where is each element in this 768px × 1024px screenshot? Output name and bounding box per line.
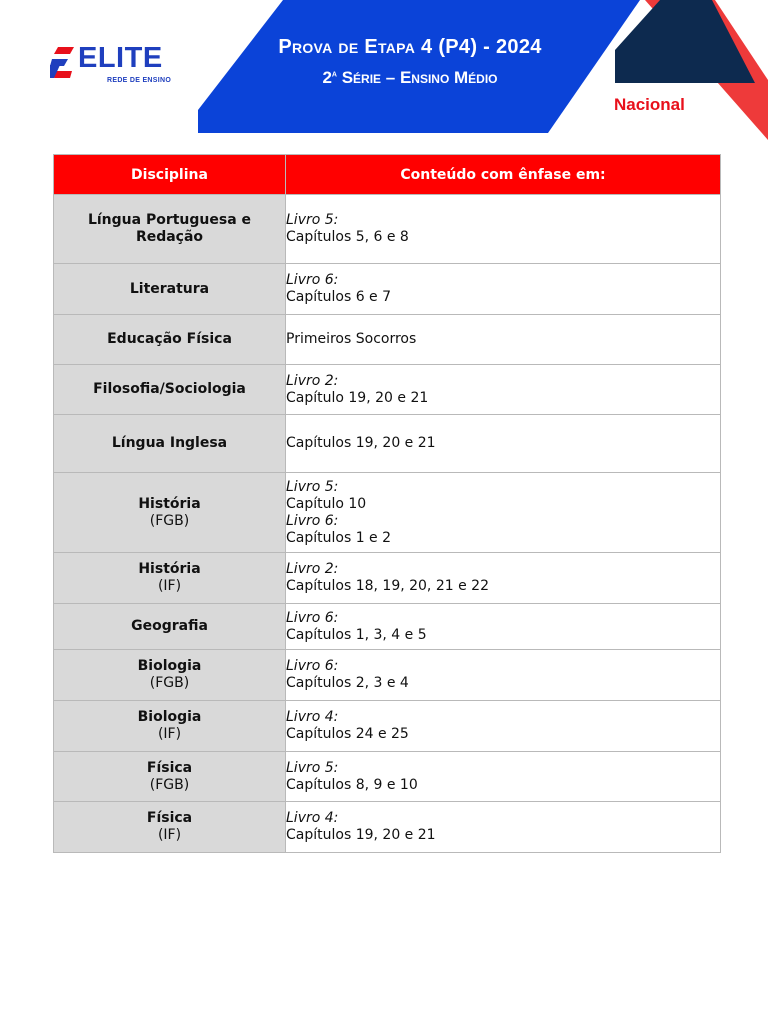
content-cell: [286, 650, 721, 701]
chapter-list: Capítulos 1, 3, 4 e 5: [286, 626, 427, 643]
content-cell: [286, 264, 721, 315]
discipline-track: (IF): [157, 578, 182, 594]
table-row: [54, 315, 721, 365]
discipline-name: Literatura: [129, 280, 210, 297]
table-row: [54, 802, 721, 853]
book-reference: Livro 6:: [286, 609, 339, 626]
discipline-name: Geografia: [131, 618, 208, 634]
book-reference: Livro 4:: [286, 810, 339, 826]
discipline-track: (IF): [157, 827, 182, 843]
discipline-cell: [54, 752, 286, 802]
chapter-list: Capítulos 8, 9 e 10: [286, 776, 418, 793]
chapter-list: Primeiros Socorros: [286, 331, 417, 347]
discipline-cell: [54, 802, 286, 853]
content-cell: [286, 195, 721, 264]
header-discipline: Disciplina: [54, 155, 286, 195]
book-reference: Livro 2:: [286, 561, 339, 577]
discipline-cell: [54, 553, 286, 604]
table-row: [54, 473, 721, 553]
book-reference: Livro 5:: [286, 212, 339, 228]
content-cell: [286, 701, 721, 752]
chapter-list: Capítulos 19, 20 e 21: [286, 435, 436, 451]
table-row: [54, 701, 721, 752]
discipline-track: (FGB): [149, 776, 190, 793]
content-cell: [286, 553, 721, 604]
content-cell: [286, 752, 721, 802]
discipline-cell: [54, 365, 286, 415]
content-cell: [286, 604, 721, 650]
chapter-list: Capítulos 1 e 2: [286, 529, 392, 546]
title-block: [240, 36, 580, 88]
chapter-list: Capítulos 2, 3 e 4: [286, 675, 409, 691]
chapter-list: Capítulos 5, 6 e 8: [286, 229, 409, 245]
logo-name: ELITE: [78, 42, 163, 74]
discipline-cell: [54, 315, 286, 365]
discipline-name: Educação Física: [107, 331, 232, 347]
elite-logo-mark: [50, 45, 78, 85]
book-reference: Livro 2:: [286, 372, 339, 389]
chapter-list: Capítulos 6 e 7: [286, 289, 392, 305]
subtitle-rest: Série – Ensino Médio: [336, 68, 498, 87]
discipline-name: Língua Portuguesa e Redação: [87, 212, 252, 245]
book-reference: Livro 4:: [286, 709, 339, 725]
discipline-name: Física: [146, 759, 193, 776]
region-label: Nacional: [614, 95, 685, 114]
table-row: [54, 365, 721, 415]
table-row: [54, 264, 721, 315]
book-reference: Livro 6:: [286, 272, 339, 288]
chapter-list: Capítulos 24 e 25: [286, 726, 409, 742]
table-row: [54, 553, 721, 604]
discipline-name: Física: [146, 810, 193, 826]
content-cell: [286, 365, 721, 415]
discipline-name: Biologia: [137, 658, 202, 674]
elite-logo: [50, 42, 185, 85]
discipline-cell: [54, 604, 286, 650]
subtitle-grade: 2: [322, 68, 332, 87]
discipline-track: (IF): [157, 726, 182, 742]
chapter-list: Capítulo 10: [286, 495, 367, 512]
discipline-cell: [54, 701, 286, 752]
discipline-cell: [54, 264, 286, 315]
page-header: [0, 0, 768, 140]
table-row: [54, 604, 721, 650]
discipline-name: Língua Inglesa: [111, 435, 228, 451]
book-reference: Livro 5:: [286, 478, 339, 495]
discipline-cell: [54, 473, 286, 553]
content-cell: [286, 415, 721, 473]
book-reference: Livro 6:: [286, 512, 339, 529]
discipline-name: Filosofia/Sociologia: [93, 381, 246, 397]
content-table: [53, 154, 721, 853]
book-reference: Livro 6:: [286, 658, 339, 674]
table-body: [54, 195, 721, 853]
discipline-track: (FGB): [149, 675, 190, 691]
book-reference: Livro 5:: [286, 759, 339, 776]
table-header-row: [54, 155, 721, 195]
table-row: [54, 650, 721, 701]
discipline-cell: [54, 650, 286, 701]
subtitle-ordinal: a: [331, 68, 337, 80]
content-cell: [286, 802, 721, 853]
table-row: [54, 195, 721, 264]
discipline-cell: [54, 415, 286, 473]
page-subtitle: [240, 68, 580, 88]
discipline-name: História: [138, 561, 201, 577]
chapter-list: Capítulos 19, 20 e 21: [286, 827, 436, 843]
discipline-name: História: [138, 495, 201, 512]
content-cell: [286, 473, 721, 553]
content-cell: [286, 315, 721, 365]
chapter-list: Capítulo 19, 20 e 21: [286, 389, 429, 406]
page-title: Prova de Etapa 4 (P4) - 2024: [278, 36, 542, 58]
header-content: Conteúdo com ênfase em:: [286, 155, 721, 195]
discipline-track: (FGB): [149, 512, 190, 529]
table-row: [54, 752, 721, 802]
discipline-cell: [54, 195, 286, 264]
discipline-name: Biologia: [137, 709, 202, 725]
table-row: [54, 415, 721, 473]
logo-tagline: REDE DE ENSINO: [107, 77, 172, 84]
chapter-list: Capítulos 18, 19, 20, 21 e 22: [286, 578, 489, 594]
